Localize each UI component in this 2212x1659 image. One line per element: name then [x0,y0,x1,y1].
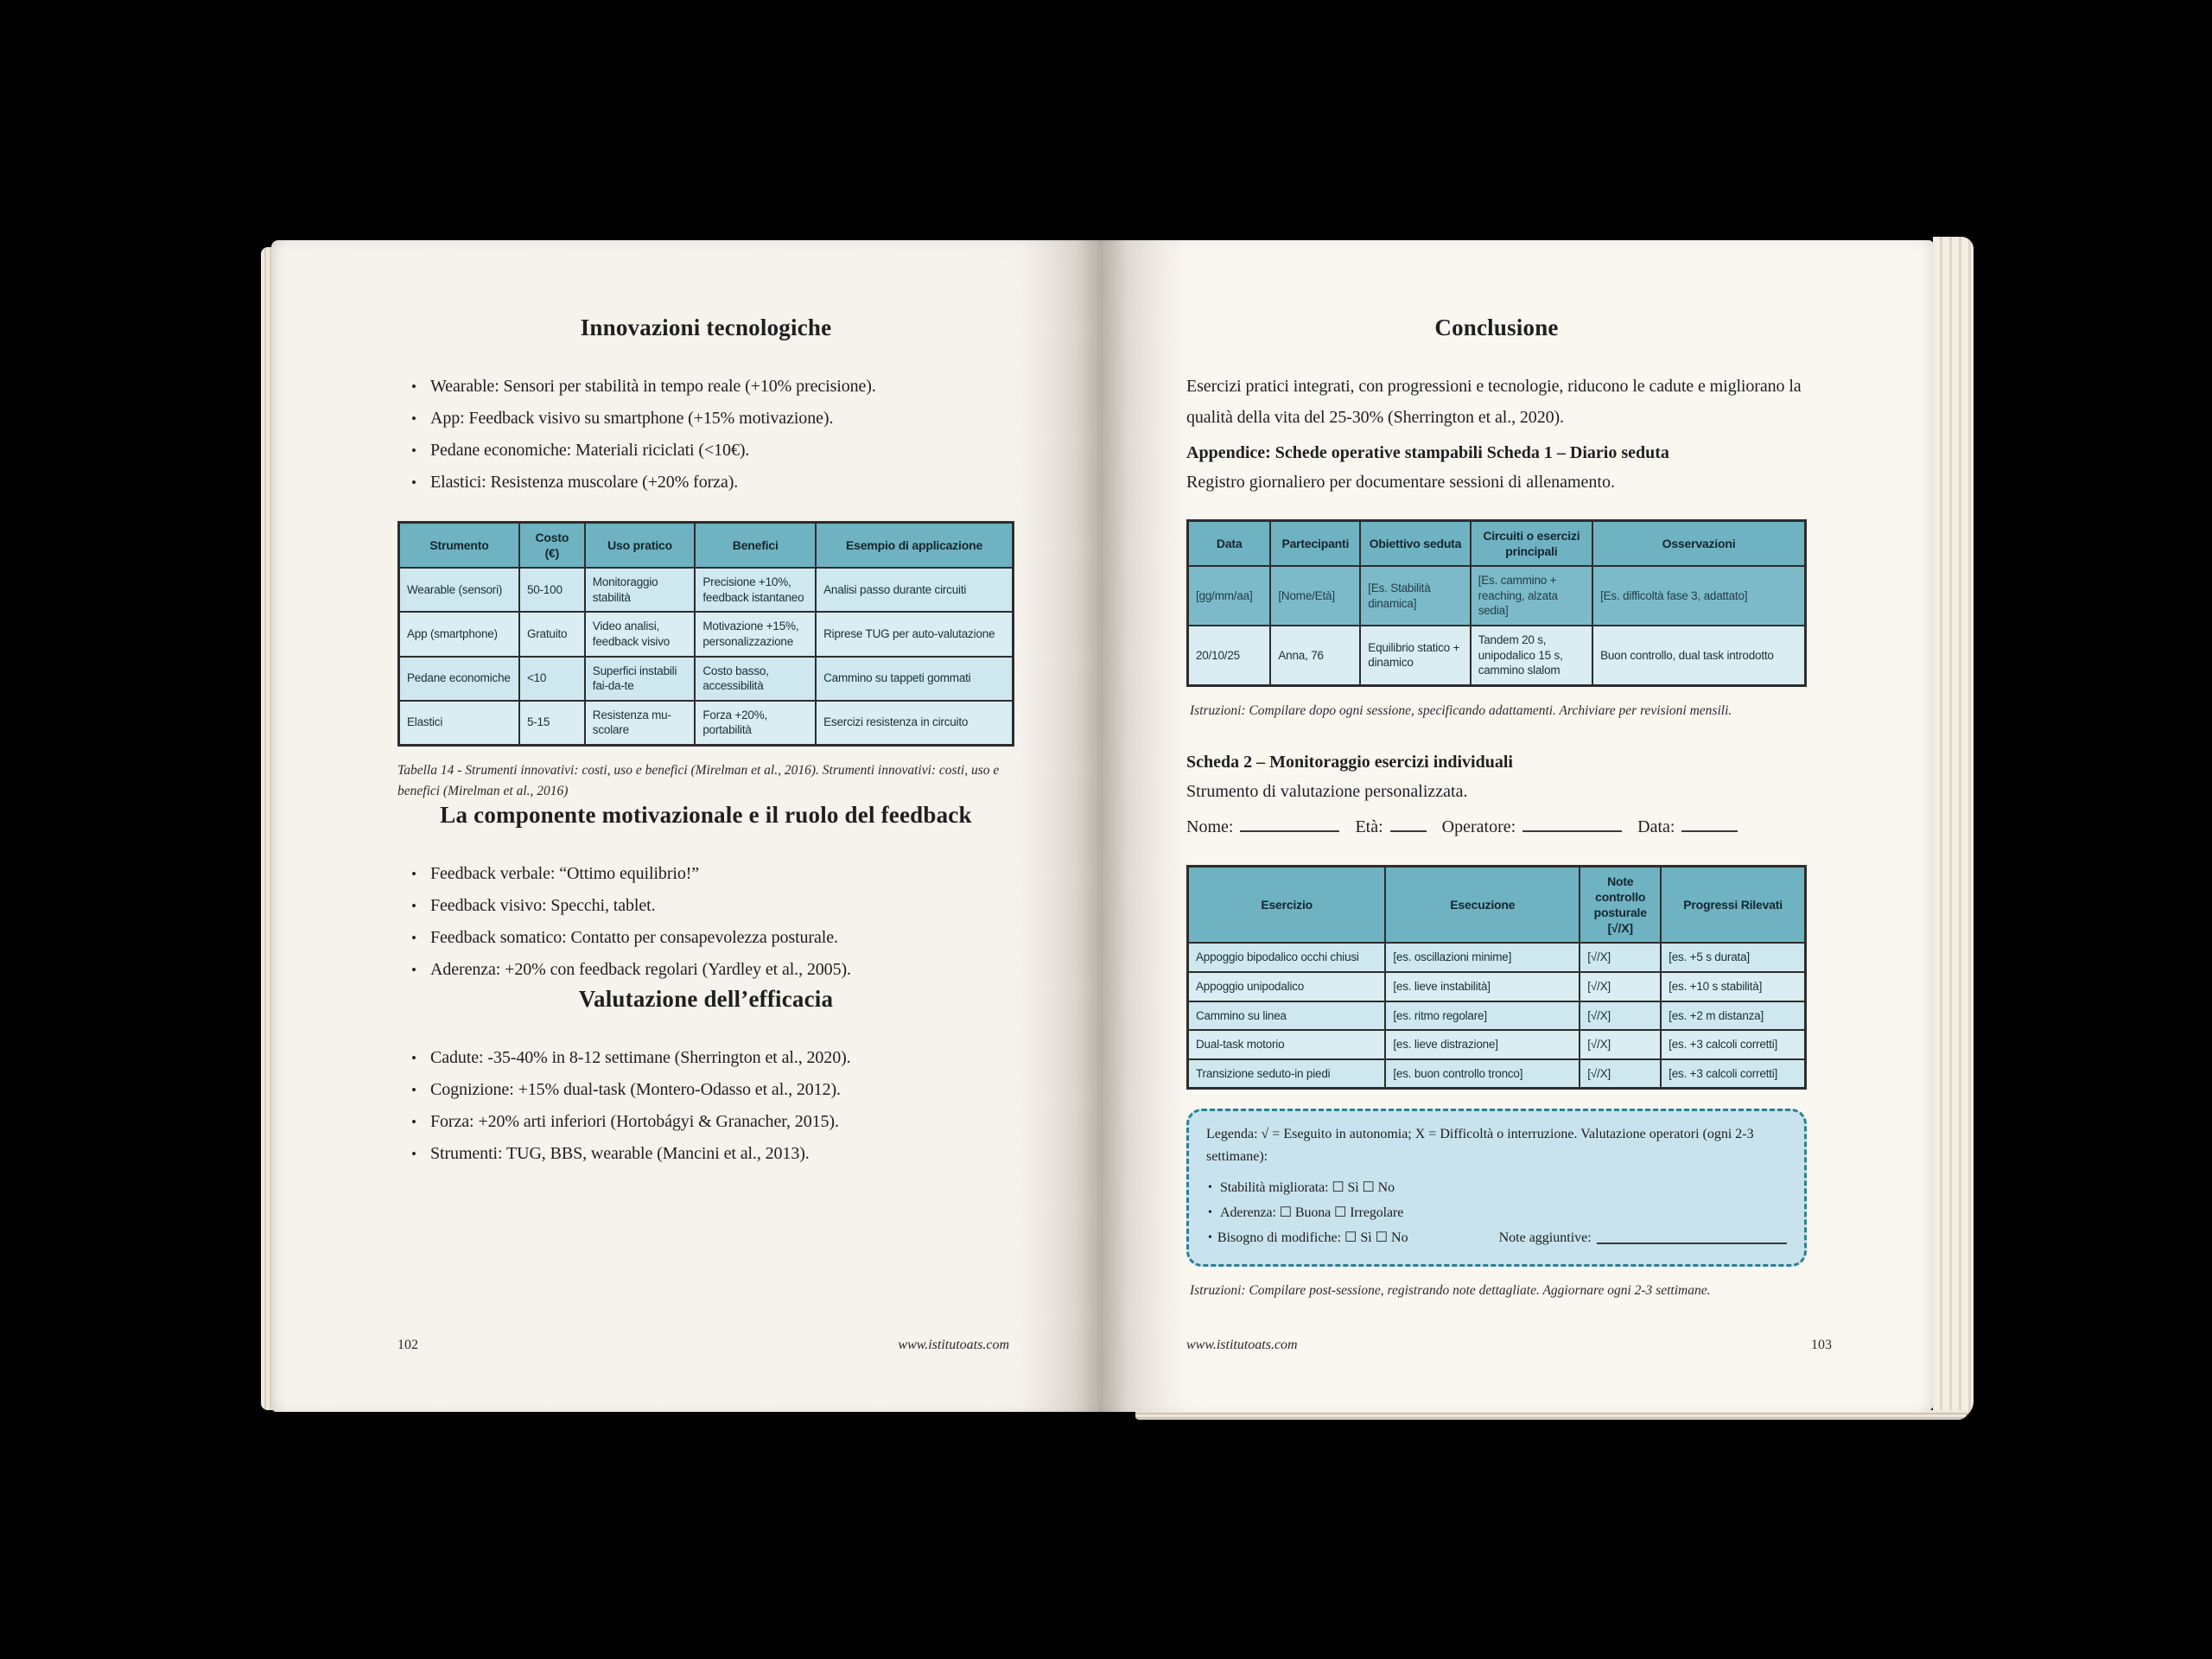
bullet-text: Feedback visivo: Specchi, tablet. [430,895,656,915]
table-cell: Elastici [399,701,519,746]
table-row [399,612,1014,656]
bullet-text: Feedback verbale: “Ottimo equilibrio!” [430,863,700,883]
table-cell: [√/X] [1580,1030,1661,1059]
note-fill-line [1597,1225,1787,1244]
page-stack-right-edge [1933,237,1974,1419]
monitoraggio-table [1186,865,1807,1090]
legend-box [1186,1109,1807,1267]
table-cell: Riprese TUG per auto-valutazione [816,612,1013,656]
table-cell: Dual-task motorio [1188,1030,1386,1059]
table-cell: Superfici instabili fai-da-te [585,657,696,701]
table-cell: Tandem 20 s, unipodalico 15 s, cammino slalom [1471,626,1592,685]
bullet-text: Elastici: Resistenza muscolare (+20% forza). [430,473,739,492]
monitoraggio-table-head [1188,866,1806,943]
table-cell: Resistenza mu-scolare [585,701,696,746]
bullet-text: Feedback somatico: Contatto per consapevolezza posturale. [430,927,838,947]
table-cell: [Es. difficoltà fase 3, adattato] [1592,566,1805,626]
book-page-left [271,240,1103,1412]
table-cell: [√/X] [1580,943,1661,972]
eta-fill-line [1390,810,1427,832]
table-header-row [399,523,1014,569]
bullet-icon: • [411,1113,416,1130]
page-number: 102 [397,1338,418,1352]
table-row [399,568,1014,612]
left-page-content [397,315,1014,1170]
operatore-label: Operatore: [1441,817,1516,836]
bullet-icon: • [411,474,416,491]
table-row [1188,566,1806,626]
legend-item-last [1206,1225,1787,1250]
table-header-row [1188,521,1806,567]
table-row [1188,1001,1806,1031]
bullet-icon: • [411,410,416,427]
table-cell: Motivazione +15%, personalizzazione [695,612,816,656]
table-cell: [√/X] [1580,972,1661,1001]
column-header: Osservazioni [1592,521,1805,567]
diario-seduta-table [1186,519,1807,687]
bullet-icon: • [411,1049,416,1066]
table-cell: [es. lieve instabilità] [1385,972,1580,1001]
istruzioni-scheda1: Istruzioni: Compilare dopo ogni sessione, specificando adattamenti. Archiviare per revisioni mensili. [1190,702,1732,718]
table-cell: [es. +3 calcoli corretti] [1661,1030,1805,1059]
book-page-right [1103,240,1934,1412]
column-header: Esercizio [1188,866,1386,943]
table-cell: Wearable (sensori) [399,568,519,612]
bullet-icon: • [1208,1181,1212,1195]
bullet-icon: • [411,442,416,459]
bullet-item [397,858,1014,890]
table-cell: [Nome/Età] [1270,566,1360,626]
table-cell: 5-15 [519,701,585,746]
footer-url: www.istitutoats.com [898,1338,1009,1352]
column-header: Costo (€) [519,523,585,569]
section-heading-feedback: La componente motivazionale e il ruolo del feedback [440,801,972,828]
bullet-text: Aderenza: ☐ Buona ☐ Irregolare [1220,1205,1404,1221]
innovations-table-body [399,568,1014,745]
bullet-item [397,435,1014,467]
table-cell: Esercizi resistenza in circuito [816,701,1013,746]
table-cell: Forza +20%, portabilità [695,701,816,746]
bullet-icon: • [411,961,416,978]
bullet-text: Stabilità migliorata: ☐ Sì ☐ No [1220,1180,1395,1196]
table-row [399,701,1014,746]
section-heading-valutazione: Valutazione dell’efficacia [578,985,834,1012]
table-caption: Tabella 14 - Strumenti innovativi: costi, uso e benefici (Mirelman et al., 2016). Strumenti innovativi: costi, uso e benefici (Mirelman et al., 2016) [397,762,1000,798]
bullet-item [397,922,1014,954]
eta-label: Età: [1355,817,1383,836]
legend-intro: Legenda: √ = Eseguito in autonomia; X = Difficoltà o interruzione. Valutazione operatori (ogni 2-3 settimane): [1206,1127,1754,1165]
data-fill-line [1681,810,1738,832]
bullet-icon: • [411,929,416,946]
bullet-item [397,467,1014,499]
open-book [271,240,1934,1412]
column-header: Circuiti o esercizi principali [1471,521,1592,567]
bullet-text: Aderenza: +20% con feedback regolari (Yardley et al., 2005). [430,959,851,979]
bullet-list-valutazione [397,1042,1014,1170]
footer-url: www.istitutoats.com [1186,1338,1298,1352]
table-cell: [es. oscillazioni minime] [1385,943,1580,972]
bullet-text: Cadute: -35-40% in 8-12 settimane (Sherrington et al., 2020). [430,1047,851,1067]
nome-label: Nome: [1186,817,1234,836]
section-heading-conclusione: Conclusione [1434,315,1559,340]
data-label: Data: [1637,817,1675,836]
bullet-text: App: Feedback visivo su smartphone (+15% motivazione). [430,409,834,428]
table-cell: Anna, 76 [1270,626,1360,685]
istruzioni-scheda2: Istruzioni: Compilare post-sessione, registrando note dettagliate. Aggiornare ogni 2-3 settimane. [1190,1283,1711,1299]
bullet-item [397,1042,1014,1074]
legend-item-text: Bisogno di modifiche: ☐ Sì ☐ No [1217,1230,1408,1246]
bullet-item [397,1106,1014,1138]
table-cell: [es. +2 m distanza] [1661,1001,1805,1031]
table-cell: Appoggio unipodalico [1188,972,1386,1001]
table-cell: [√/X] [1580,1001,1661,1031]
bullet-icon: • [411,897,416,914]
table-cell: [gg/mm/aa] [1188,566,1271,626]
bullet-text: Cognizione: +15% dual-task (Montero-Odasso et al., 2012). [430,1079,841,1099]
diario-table-head [1188,521,1806,567]
table-row [1188,626,1806,685]
table-cell: App (smartphone) [399,612,519,656]
innovations-table-head [399,523,1014,569]
column-header: Strumento [399,523,519,569]
column-header: Obiettivo seduta [1360,521,1470,567]
bullet-list-feedback [397,858,1014,986]
bullet-list-innovazioni [397,371,1014,499]
bullet-text: Pedane economiche: Materiali riciclati (<10€). [430,441,750,460]
bullet-icon: • [411,1145,416,1162]
table-cell: Cammino su tappeti gommati [816,657,1013,701]
column-header: Note controllo posturale [√/X] [1580,866,1661,943]
nome-fill-line [1240,810,1339,832]
column-header: Progressi Rilevati [1661,866,1805,943]
table-cell: [es. lieve distrazione] [1385,1030,1580,1059]
appendix-title: Appendice: Schede operative stampabili Scheda 1 – Diario seduta [1186,443,1669,462]
table-cell: [es. +3 calcoli corretti] [1661,1059,1805,1089]
bullet-text: Strumenti: TUG, BBS, wearable (Mancini et al., 2013). [430,1143,810,1163]
bullet-item [1206,1200,1787,1225]
bullet-icon: • [411,378,416,395]
table-cell: [Es. Stabilità dinamica] [1360,566,1470,626]
bullet-item [397,890,1014,922]
table-row [1188,1030,1806,1059]
table-cell: Monitoraggio stabilità [585,568,696,612]
bullet-icon: • [411,865,416,882]
table-cell: [es. +5 s durata] [1661,943,1805,972]
anagrafica-form-line [1186,810,1807,842]
monitoraggio-table-body [1188,943,1806,1088]
column-header: Benefici [695,523,816,569]
table-row [1188,972,1806,1001]
table-cell: Video analisi, feedback visivo [585,612,696,656]
right-page-content [1186,315,1807,1301]
table-row [1188,1059,1806,1089]
table-cell: Costo basso, accessibilità [695,657,816,701]
bullet-item [397,954,1014,986]
legend-item-list [1206,1175,1787,1225]
conclusion-paragraph: Esercizi pratici integrati, con progressioni e tecnologie, riducono le cadute e migliorano la qualità della vita del 25-30% (Sherrington et al., 2020). [1186,377,1802,427]
table-cell: Gratuito [519,612,585,656]
diario-table-body [1188,566,1806,685]
bullet-icon: • [1208,1206,1212,1220]
bullet-text: Forza: +20% arti inferiori (Hortobágyi & Granacher, 2015). [430,1111,839,1131]
table-cell: Buon controllo, dual task introdotto [1592,626,1805,685]
table-cell: [√/X] [1580,1059,1661,1089]
bullet-item [397,1074,1014,1106]
appendix-subtitle: Registro giornaliero per documentare sessioni di allenamento. [1186,473,1615,492]
table-cell: <10 [519,657,585,701]
scheda2-subtitle: Strumento di valutazione personalizzata. [1186,781,1468,801]
table-cell: 20/10/25 [1188,626,1271,685]
table-header-row [1188,866,1806,943]
table-cell: 50-100 [519,568,585,612]
table-cell: Transizione seduto-in piedi [1188,1059,1386,1089]
section-heading-innovazioni: Innovazioni tecnologiche [580,315,832,340]
bullet-item [1206,1175,1787,1200]
table-cell: Appoggio bipodalico occhi chiusi [1188,943,1386,972]
innovations-table [397,521,1014,747]
table-row [1188,943,1806,972]
table-cell: Pedane economiche [399,657,519,701]
bullet-text: Wearable: Sensori per stabilità in tempo reale (+10% precisione). [430,377,876,396]
column-header: Partecipanti [1270,521,1360,567]
column-header: Data [1188,521,1271,567]
table-cell: Precisione +10%, feedback istantaneo [695,568,816,612]
bullet-item [397,403,1014,435]
table-row [399,657,1014,701]
table-cell: Cammino su linea [1188,1001,1386,1031]
table-cell: [Es. cammino + reaching, alzata sedia] [1471,566,1592,626]
table-cell: [es. +10 s stabilità] [1661,972,1805,1001]
operatore-fill-line [1522,810,1622,832]
column-header: Esempio di applicazione [816,523,1013,569]
bullet-item [397,371,1014,403]
scheda2-title: Scheda 2 – Monitoraggio esercizi individuali [1186,752,1513,772]
page-number: 103 [1811,1338,1832,1352]
column-header: Uso pratico [585,523,696,569]
table-cell: [es. ritmo regolare] [1385,1001,1580,1031]
bullet-icon: • [411,1081,416,1098]
table-cell: Equilibrio statico + dinamico [1360,626,1470,685]
table-cell: Analisi passo durante circuiti [816,568,1013,612]
bullet-item [397,1138,1014,1170]
column-header: Esecuzione [1385,866,1580,943]
table-cell: [es. buon controllo tronco] [1385,1059,1580,1089]
note-aggiuntive-label: Note aggiuntive: [1498,1230,1592,1246]
bullet-icon: • [1208,1231,1212,1245]
